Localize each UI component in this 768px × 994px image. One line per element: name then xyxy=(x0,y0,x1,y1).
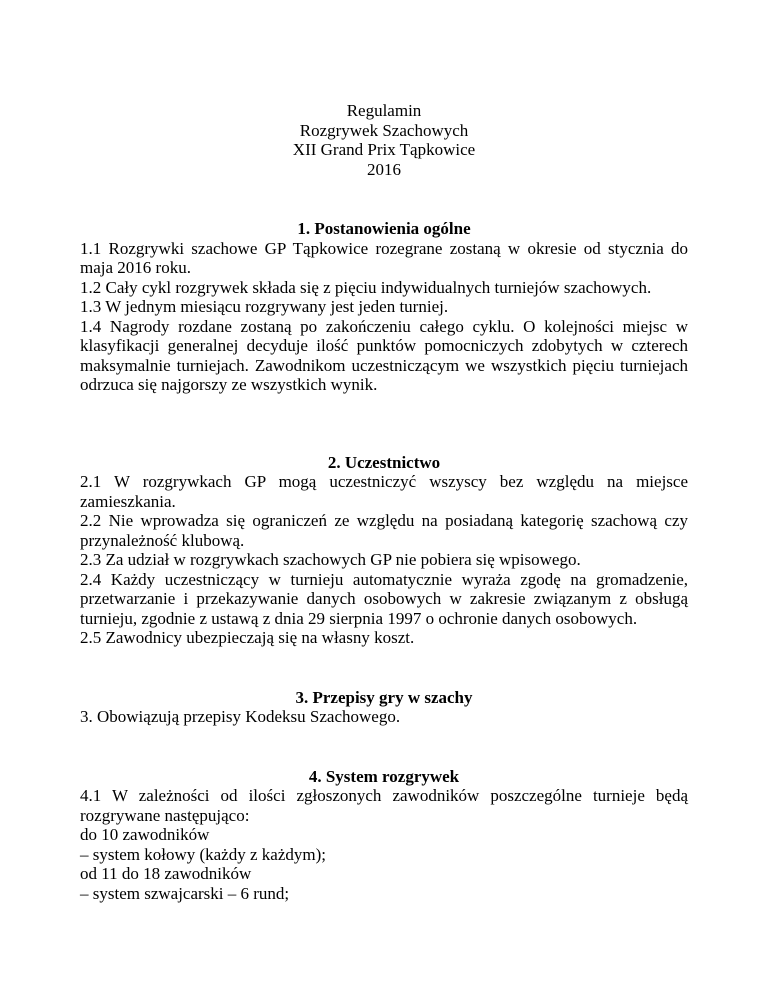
paragraph: – system kołowy (każdy z każdym); xyxy=(80,844,326,864)
paragraph: od 11 do 18 zawodników xyxy=(80,864,252,883)
paragraph: 1.1 Rozgrywki szachowe GP Tąpkowice rozegrane zostaną w okresie od stycznia do maja 2016 roku. xyxy=(80,238,688,277)
section-uczestnictwo xyxy=(80,453,688,648)
title-line-3: XII Grand Prix Tąpkowice xyxy=(292,140,476,159)
paragraph: 2.5 Zawodnicy ubezpieczają się na własny koszt. xyxy=(80,628,415,647)
paragraph: – system szwajcarski – 6 rund; xyxy=(80,883,290,903)
paragraph: 4.1 W zależności od ilości zgłoszonych zawodników poszczególne turnieje będą rozgrywane następująco: xyxy=(80,786,688,825)
document-page xyxy=(80,101,688,903)
paragraph: 1.3 W jednym miesiącu rozgrywany jest jeden turniej. xyxy=(80,297,449,316)
paragraph: 2.1 W rozgrywkach GP mogą uczestniczyć wszyscy bez względu na miejsce zamieszkania. xyxy=(80,472,688,511)
section-przepisy xyxy=(80,688,688,727)
section-postanowienia xyxy=(80,219,688,395)
section-heading: 3. Przepisy gry w szachy xyxy=(295,687,473,707)
paragraph: 2.3 Za udział w rozgrywkach szachowych GP nie pobiera się wpisowego. xyxy=(80,550,581,569)
paragraph: do 10 zawodników xyxy=(80,825,210,844)
section-system xyxy=(80,767,688,904)
paragraph: 2.4 Każdy uczestniczący w turnieju automatycznie wyraża zgodę na gromadzenie, przetwarzanie i przekazywanie danych osobowych w zakresie związanym z obsługą turnieju, zgodnie z ustawą z dnia 29 sierpnia 1997 o ochronie danych osobowych. xyxy=(80,569,688,628)
title-line-2: Rozgrywek Szachowych xyxy=(299,120,469,140)
document-title xyxy=(80,101,688,179)
section-heading: 4. System rozgrywek xyxy=(308,766,460,786)
paragraph: 1.2 Cały cykl rozgrywek składa się z pięciu indywidualnych turniejów szachowych. xyxy=(80,277,652,297)
section-heading: 2. Uczestnictwo xyxy=(327,452,441,472)
section-heading: 1. Postanowienia ogólne xyxy=(297,219,471,238)
title-line-4: 2016 xyxy=(367,159,401,179)
paragraph: 3. Obowiązują przepisy Kodeksu Szachowego. xyxy=(80,707,401,726)
paragraph: 2.2 Nie wprowadza się ograniczeń ze względu na posiadaną kategorię szachową czy przynależność klubową. xyxy=(80,511,688,550)
paragraph: 1.4 Nagrody rozdane zostaną po zakończeniu całego cyklu. O kolejności miejsc w klasyfikacji generalnej decyduje ilość punktów pomocniczych zdobytych w czterech maksymalnie turniejach. Zawodnikom uczestniczącym we wszystkich pięciu turniejach odrzuca się najgorszy ze wszystkich wynik. xyxy=(80,316,688,394)
title-line-1: Regulamin xyxy=(346,101,422,120)
